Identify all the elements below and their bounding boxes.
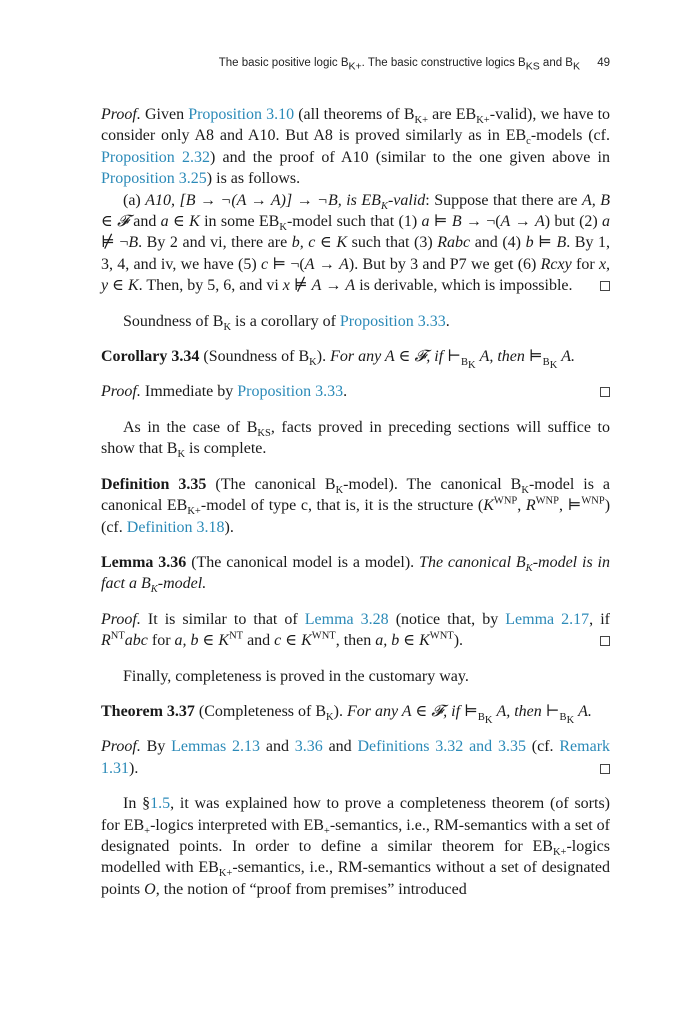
link-defs-3-32-3-35[interactable]: Definitions 3.32 and 3.35 [357,738,526,756]
link-prop-3-33b[interactable]: Proposition 3.33 [237,383,344,401]
theorem-3-37: Theorem 3.37 (Completeness of $B_K$). For any A ∈ 𝓕, if $⊨_{B_K}$ A, then $⊢_{B_K}$ A. [101,702,592,727]
page-body [101,104,610,900]
proof-paragraph-1: Proof. Given Proposition 3.10 (all theorems of $B_{K+}$ are $EB_{K+}-valid$), we have to consider only A8 and A10. But A8 is proved similarly as in $EB_c$-models (cf. Proposition 2.32) and the proof of A10 (similar to the one given above in Proposition 3.25) is as follows. [101,106,611,188]
lemma-title: Lemma 3.36 [101,553,187,571]
corollary-3-34: Corollary 3.34 (Soundness of $B_K$). For any A ∈ 𝓕, if $⊢_{B_K}$ A, then $⊨_{B_K}$ A. [101,348,576,372]
proof-paragraph-2: Proof. Immediate by Proposition 3.33. [101,381,610,402]
final-paragraph: In §1.5, it was explained how to prove a completeness theorem (of sorts) for $EB_+$-logics interpreted with $EB_+$-semantics, i.e., RM-semantics with a set of designated points. In order to define a similar theorem for $EB_{K+}$-logics modelled with $EB_{K+}$-semantics, i.e., RM-semantics without a set of designated points O, the notion of “proof from premises” introduced [101,795,611,898]
proof-case-a: (a) A10, [B → ¬(A → A)] → ¬B, is $EB_K$-valid: Suppose that there are A, B ∈ 𝓕 and a ∈ K in some $EB_K$-model such that (1) a ⊨ B → ¬(A → A) but (2) a ⊭ ¬B. By 2 and vi, there are b, c ∈ K such that (3) Rabc and (4) b ⊨ B. By 1, 3, 4, and iv, we have (5) c ⊨ ¬(A → A). But by 3 and P7 we get (6) Rcxy for x, y ∈ K. Then, by 5, 6, and vi x ⊭ A → A is derivable, which is impossible. [101,191,611,295]
soundness-paragraph: Soundness of $B_K$ is a corollary of Proposition 3.33. [123,312,450,333]
completeness-intro: Finally, completeness is proved in the customary way. [123,667,469,685]
qed-box [600,281,610,291]
link-lemma-2-17[interactable]: Lemma 2.17 [505,610,590,628]
proof-label: Proof. [101,106,141,123]
definition-3-35: Definition 3.35 (The canonical $B_K-model$). The canonical $B_K$-model is a canonical $EB_{K+}$-model of type c, that is, it is the structure ($K^{WNP}$, $R^{WNP}$, ⊨$^{WNP}$) (cf. Definition 3.18). [101,475,611,536]
bks-paragraph: As in the case of $B_{KS}$, facts proved in preceding sections will suffice to show that $B_K$ is complete. [101,418,610,461]
page-number: 49 [597,57,610,69]
proof-paragraph-4: Proof. By Lemmas 2.13 and 3.36 and Definitions 3.32 and 3.35 (cf. Remark 1.31). [101,738,611,777]
lemma-3-36: Lemma 3.36 (The canonical model is a model). The canonical $B_K$-model is in fact a $B_K$-model. [101,553,610,596]
link-sec-1-5[interactable]: 1.5 [150,795,171,813]
link-prop-3-25[interactable]: Proposition 3.25 [101,170,207,188]
link-lemma-3-28[interactable]: Lemma 3.28 [304,610,389,628]
theorem-title: Theorem 3.37 [101,702,195,720]
running-title: The basic positive logic $B_{K+}$. The basic constructive logics $B_{KS}$ and $B_K$ [218,57,580,73]
link-prop-2-32[interactable]: Proposition 2.32 [101,148,210,166]
qed-box [600,636,610,646]
link-lemma-3-36[interactable]: 3.36 [294,738,323,756]
link-prop-3-33[interactable]: Proposition 3.33 [339,312,446,330]
link-lemmas-2-13[interactable]: Lemmas 2.13 [171,738,261,756]
proof-paragraph-3: Proof. It is similar to that of Lemma 3.28 (notice that, by Lemma 2.17, if $R^{NT}abc$ for a, b ∈ $K^{NT}$ and c ∈ $K^{WNT}$, then a, b ∈ $K^{WNT}$). [101,610,610,650]
corollary-title: Corollary 3.34 [101,348,200,366]
link-def-3-18[interactable]: Definition 3.18 [126,518,225,536]
definition-title: Definition 3.35 [101,475,207,493]
running-header [0,57,610,73]
link-remark-1-31[interactable]: Remark 1.31 [101,738,611,777]
qed-box [600,387,610,397]
link-prop-3-10[interactable]: Proposition 3.10 [188,106,295,123]
qed-box [600,764,610,774]
